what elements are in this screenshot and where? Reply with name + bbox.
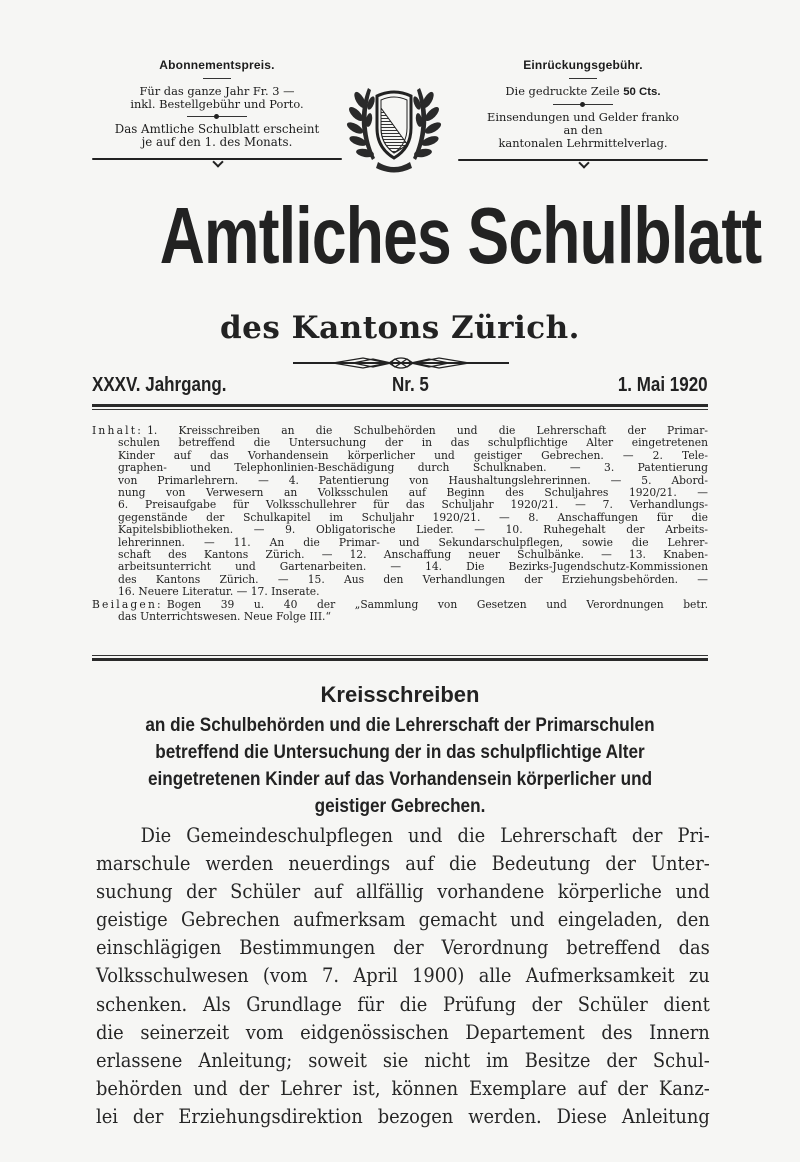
body-line: erlassene Anleitung; soweit sie nicht im Besitze der Schul- bbox=[96, 1048, 710, 1072]
article-subtitle-line: eingetretenen Kinder auf das Vorhandensein körperlicher und bbox=[147, 768, 653, 790]
contents-line: 16. Neuere Literatur. — 17. Inserate. bbox=[118, 585, 320, 599]
brace-divider bbox=[92, 155, 342, 165]
send-line: Einsendungen und Gelder franko bbox=[487, 110, 679, 124]
article-subtitle bbox=[92, 712, 708, 820]
dot-divider bbox=[553, 101, 613, 108]
body-line: marschule werden neuerdings auf die Bedeutung der Unter- bbox=[96, 852, 710, 876]
advertising-fee-box bbox=[458, 58, 708, 166]
supplement-line: das Unterrichtswesen. Neue Folge III.“ bbox=[118, 610, 331, 624]
body-line: einschlägigen Bestimmungen der Verordnung betreffend das bbox=[96, 936, 710, 960]
body-line: suchung der Schüler auf allfällig vorhandene körperliche und bbox=[96, 880, 710, 904]
schedule-line: je auf den 1. des Monats. bbox=[141, 135, 293, 149]
contents-line: graphen- und Telephonlinien-Beschädigung durch Schulknaben. — 3. Patentierung bbox=[118, 461, 708, 475]
body-line: die seinerzeit vom eidgenössischen Departement des Innern bbox=[96, 1020, 710, 1044]
body-line: lei der Erziehungsdirektion bezogen werden. Diese Anleitung bbox=[96, 1104, 710, 1128]
double-rule-divider bbox=[92, 404, 708, 410]
schedule-line: Das Amtliche Schulblatt erscheint bbox=[114, 122, 320, 136]
contents-line: Kapitelsbibliotheken. — 9. Obligatorische Lieder. — 10. Ruhegehalt der Arbeits- bbox=[118, 523, 708, 537]
fee-line-text: Die gedruckte Zeile bbox=[505, 84, 620, 98]
send-line: kantonalen Lehrmittelverlag. bbox=[498, 136, 668, 150]
body-line: Volksschulwesen (vom 7. April 1900) alle Aufmerksamkeit zu bbox=[96, 964, 710, 988]
contents-label: Inhalt: bbox=[92, 424, 144, 437]
advertising-fee-label: Einrückungsgebühr. bbox=[523, 58, 643, 72]
price-line: Für das ganze Jahr Fr. 3 — bbox=[139, 84, 295, 98]
supplement-label: Beilagen: bbox=[92, 597, 163, 611]
volume: XXXV. Jahrgang. bbox=[92, 374, 227, 396]
contents-line: des Kantons Zürich. — 15. Aus den Verhandlungen der Erziehungsbehörden. — bbox=[118, 572, 708, 586]
contents-line: 1. Kreisschreiben an die Schulbehörden und die Lehrerschaft der Primar- bbox=[147, 424, 708, 437]
ornament-divider-icon bbox=[293, 356, 509, 370]
contents-line: arbeitsunterricht und Gartenarbeiten. — 14. Die Bezirks-Jugendschutz-Kommissionen bbox=[118, 560, 708, 574]
article-subtitle-line: betreffend die Untersuchung der in das schulpflichtige Alter bbox=[155, 741, 645, 763]
article-title: Kreisschreiben bbox=[320, 682, 480, 707]
double-rule-divider bbox=[92, 655, 708, 661]
contents-line: schulen betreffend die Untersuchung der in das schulpflichtige Alter eingetretenen bbox=[118, 436, 708, 450]
supplement-line: Bogen 39 u. 40 der „Sammlung von Gesetzen und Verordnungen betr. bbox=[166, 597, 708, 611]
body-line: Die Gemeindeschulpflegen und die Lehrerschaft der Pri- bbox=[140, 824, 710, 847]
price-line: inkl. Bestellgebühr und Porto. bbox=[130, 97, 304, 111]
subscription-box bbox=[92, 58, 342, 165]
contents-line: gegenstände der Schulkapitel im Schuljahr 1920/21. — 8. Anschaffungen für die bbox=[118, 510, 708, 524]
contents-line: schaft des Kantons Zürich. — 12. Anschaffung neuer Schulbänke. — 13. Knaben- bbox=[118, 548, 708, 562]
fee-amount: 50 Cts. bbox=[623, 86, 661, 98]
contents-line: Kinder auf das Vorhandensein körperlicher und geistiger Gebrechen. — 2. Tele- bbox=[118, 448, 708, 462]
fee-line bbox=[458, 85, 708, 99]
contents-line: 6. Preisaufgabe für Volksschullehrer für das Schuljahr 1920/21. — 7. Verhandlungs- bbox=[118, 498, 708, 512]
table-of-contents bbox=[92, 425, 708, 624]
issue-date: 1. Mai 1920 bbox=[618, 374, 708, 396]
subscription-label: Abonnementspreis. bbox=[159, 58, 275, 72]
coat-of-arms-icon bbox=[338, 78, 450, 178]
divider bbox=[203, 78, 231, 79]
issue-number: Nr. 5 bbox=[392, 374, 429, 396]
brace-divider bbox=[458, 156, 708, 166]
divider bbox=[569, 78, 597, 79]
send-line: an den bbox=[563, 123, 603, 137]
contents-line: lehrerinnen. — 11. An die Primar- und Sekundarschulpflegen, sowie die Lehrer- bbox=[118, 535, 708, 549]
contents-line: von Primarlehrern. — 4. Patentierung von Haushaltungslehrerinnen. — 5. Abord- bbox=[118, 473, 708, 487]
body-line: geistige Gebrechen aufmerksam gemacht und eingeladen, den bbox=[96, 908, 710, 932]
body-line: schenken. Als Grundlage für die Prüfung der Schüler dient bbox=[96, 992, 710, 1016]
article-subtitle-line: an die Schulbehörden und die Lehrerschaft der Primarschulen bbox=[145, 714, 655, 736]
article-subtitle-line: geistiger Gebrechen. bbox=[314, 795, 486, 817]
issue-info-row bbox=[92, 374, 708, 400]
article-body bbox=[96, 822, 710, 1131]
dot-divider bbox=[187, 113, 247, 120]
body-line: behörden und der Lehrer ist, können Exemplare auf der Kanz- bbox=[96, 1076, 710, 1100]
masthead-title: Amtliches Schulblatt bbox=[159, 191, 762, 280]
masthead-subtitle: des Kantons Zürich. bbox=[220, 310, 580, 346]
contents-line: nung von Verwesern an Volksschulen auf Beginn des Schuljahres 1920/21. — bbox=[118, 486, 708, 500]
